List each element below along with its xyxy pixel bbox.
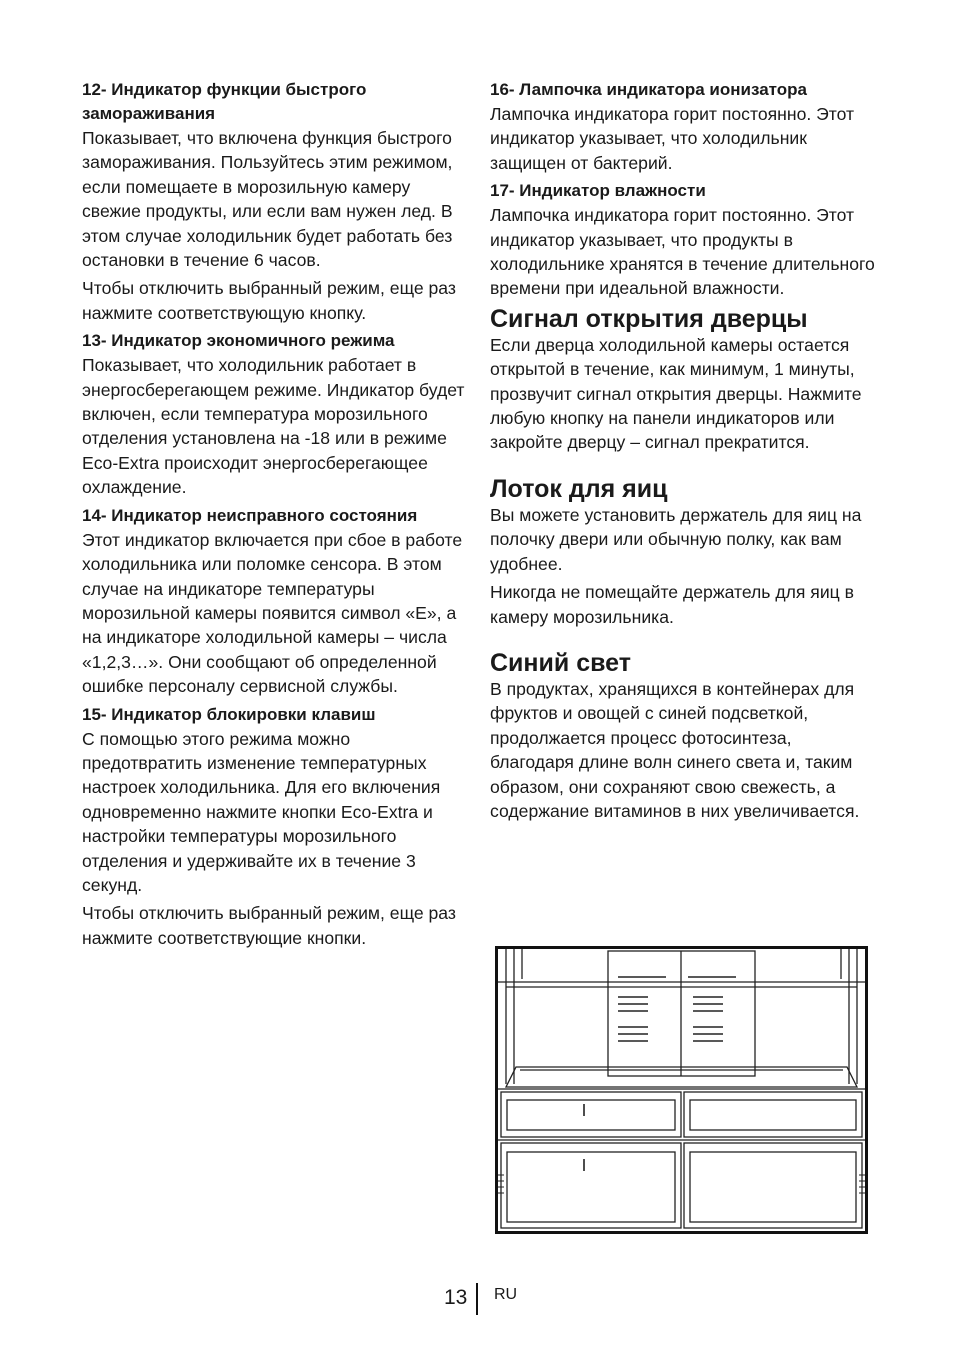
paragraph: Лампочка индикатора горит постоянно. Этот индикатор указывает, что холодильник защищен от бактерий.	[490, 104, 855, 173]
section-title: Синий свет	[490, 648, 631, 677]
paragraph: Этот индикатор включается при сбое в работе холодильника или поломке сенсора. В этом случае на индикаторе температуры морозильной камеры появится символ «E», а на индикаторе холодильной камеры – числа «1,2,3…». Они сообщают об определенной ошибке персоналу сервисной службы.	[82, 529, 463, 697]
heading-16: 16- Лампочка индикатора ионизатора	[490, 80, 807, 99]
language-code: RU	[494, 1286, 518, 1303]
section-13	[82, 329, 467, 499]
page-number: 13	[444, 1286, 468, 1309]
paragraph: С помощью этого режима можно предотвратить изменение температурных настроек холодильника. Для его включения одновременно нажмите кнопки Eco-Extra и настройки температуры морозильного отделения и удерживайте их в течение 3 секунд.	[82, 728, 441, 895]
section-egg-tray	[490, 475, 875, 629]
paragraph: Если дверца холодильной камеры остается открытой в течение, как минимум, 1 минуты, прозвучит сигнал открытия дверцы. Нажмите любую кнопку на панели индикаторов или закройте дверцу – сигнал прекратится.	[490, 334, 862, 453]
heading-17: 17- Индикатор влажности	[490, 181, 706, 201]
paragraph: Показывает, что холодильник работает в энергосберегающем режиме. Индикатор будет включен, если температура морозильного отделения установлена на -18 или в режиме Eco-Extra происходит энергосберегающее охлаждение.	[82, 355, 465, 498]
heading-14: 14- Индикатор неисправного состояния	[82, 505, 418, 525]
right-column	[490, 78, 875, 827]
heading-12: 12- Индикатор функции быстрого замораживания	[82, 80, 367, 123]
section-17	[490, 179, 875, 301]
left-column	[82, 78, 467, 954]
paragraph: Показывает, что включена функция быстрого замораживания. Пользуйтесь этим режимом, если помещаете в морозильную камеру свежие продукты, или если вам нужен лед. В этом случае холодильник будет работать без остановки в течение 6 часов.	[82, 128, 453, 271]
paragraph: Вы можете установить держатель для яиц на полочку двери или обычную полку, как вам удобнее.	[490, 504, 862, 574]
heading-15: 15- Индикатор блокировки клавиш	[82, 704, 376, 724]
section-16	[490, 78, 875, 175]
paragraph: Чтобы отключить выбранный режим, еще раз нажмите соответствующие кнопки.	[82, 903, 456, 948]
section-12	[82, 78, 467, 325]
footer-divider	[476, 1283, 478, 1315]
section-door-signal	[490, 305, 875, 455]
paragraph: Чтобы отключить выбранный режим, еще раз нажмите соответствующую кнопку.	[82, 278, 456, 323]
section-title: Лоток для яиц	[490, 474, 668, 503]
section-blue-light	[490, 649, 875, 823]
heading-13: 13- Индикатор экономичного режима	[82, 331, 395, 351]
paragraph: Никогда не помещайте держатель для яиц в камеру морозильника.	[490, 582, 854, 627]
section-14	[82, 504, 467, 699]
section-title: Сигнал открытия дверцы	[490, 304, 808, 333]
fridge-interior-illustration	[495, 946, 868, 1234]
fridge-drawing	[498, 949, 865, 1231]
paragraph: В продуктах, хранящихся в контейнерах для фруктов и овощей с синей подсветкой, продолжается процесс фотосинтеза, благодаря длине волн синего света и, таким образом, они сохраняют свою свежесть, а содержание витаминов в них увеличивается.	[490, 678, 860, 821]
section-15	[82, 703, 467, 951]
paragraph: Лампочка индикатора горит постоянно. Этот индикатор указывает, что продукты в холодильнике хранятся в течение длительного времени при идеальной влажности.	[490, 205, 875, 299]
